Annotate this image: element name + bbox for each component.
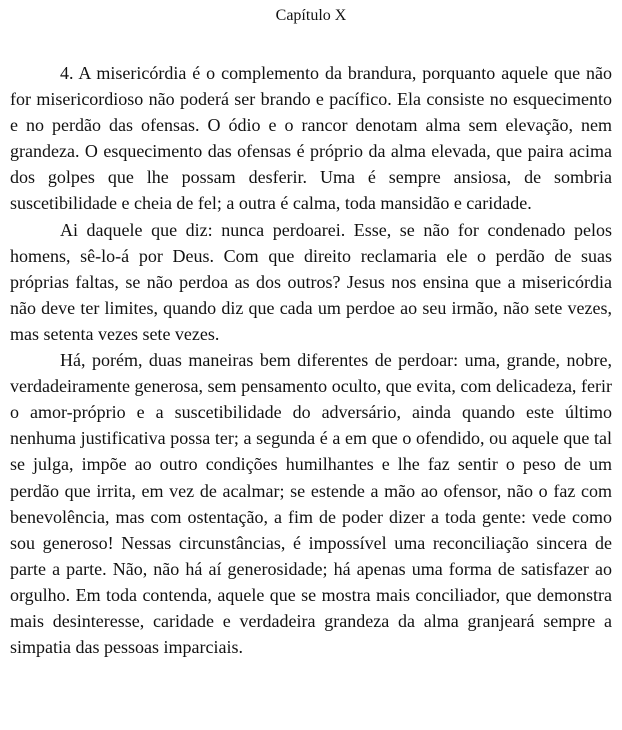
running-header [0,6,622,26]
paragraph-2 [10,217,612,347]
paragraph-3-text: Há, porém, duas maneiras bem diferentes de perdoar: uma, grande, nobre, verdadeiramente generosa, sem pensamento oculto, que evita, com delicadeza, ferir o amor-próprio e a suscetibilidade do adversário, ainda quando este último nenhuma justificativa possa ter; a segunda é a em que o ofendido, ou aquele que tal se julga, impõe ao outro condições humilhantes e lhe faz sentir o peso de um perdão que irrita, em vez de acalmar; se estende a mão ao ofensor, não o faz com benevolência, mas com ostentação, a fim de poder dizer a toda gente: vede como sou generoso! Nessas circunstâncias, é impossível uma reconciliação sincera de parte a parte. Não, não há aí generosidade; há apenas uma forma de satisfazer ao orgulho. Em toda contenda, aquele que se mostra mais conciliador, que demonstra mais desinteresse, caridade e verdadeira grandeza da alma granjeará sempre a simpatia das pessoas imparciais. [10,350,612,658]
paragraph-3 [10,347,612,660]
chapter-title: Capítulo X [275,7,347,24]
body-text [10,60,612,660]
paragraph-number: 4. [60,63,74,83]
paragraph-1 [10,60,612,217]
paragraph-1-text: A misericórdia é o complemento da brandura, porquanto aquele que não for misericordioso não poderá ser brando e pacífico. Ela consiste no esquecimento e no perdão das ofensas. O ódio e o rancor denotam alma sem elevação, nem grandeza. O esquecimento das ofensas é próprio da alma elevada, que paira acima dos golpes que lhe possam desferir. Uma é sempre ansiosa, de sombria suscetibilidade e cheia de fel; a outra é calma, toda mansidão e caridade. [10,63,612,214]
paragraph-2-text: Ai daquele que diz: nunca perdoarei. Esse, se não for condenado pelos homens, sê-lo-á por Deus. Com que direito reclamaria ele o perdão de suas próprias faltas, se não perdoa as dos outros? Jesus nos ensina que a misericórdia não deve ter limites, quando diz que cada um perdoe ao seu irmão, não sete vezes, mas setenta vezes sete vezes. [10,219,612,344]
